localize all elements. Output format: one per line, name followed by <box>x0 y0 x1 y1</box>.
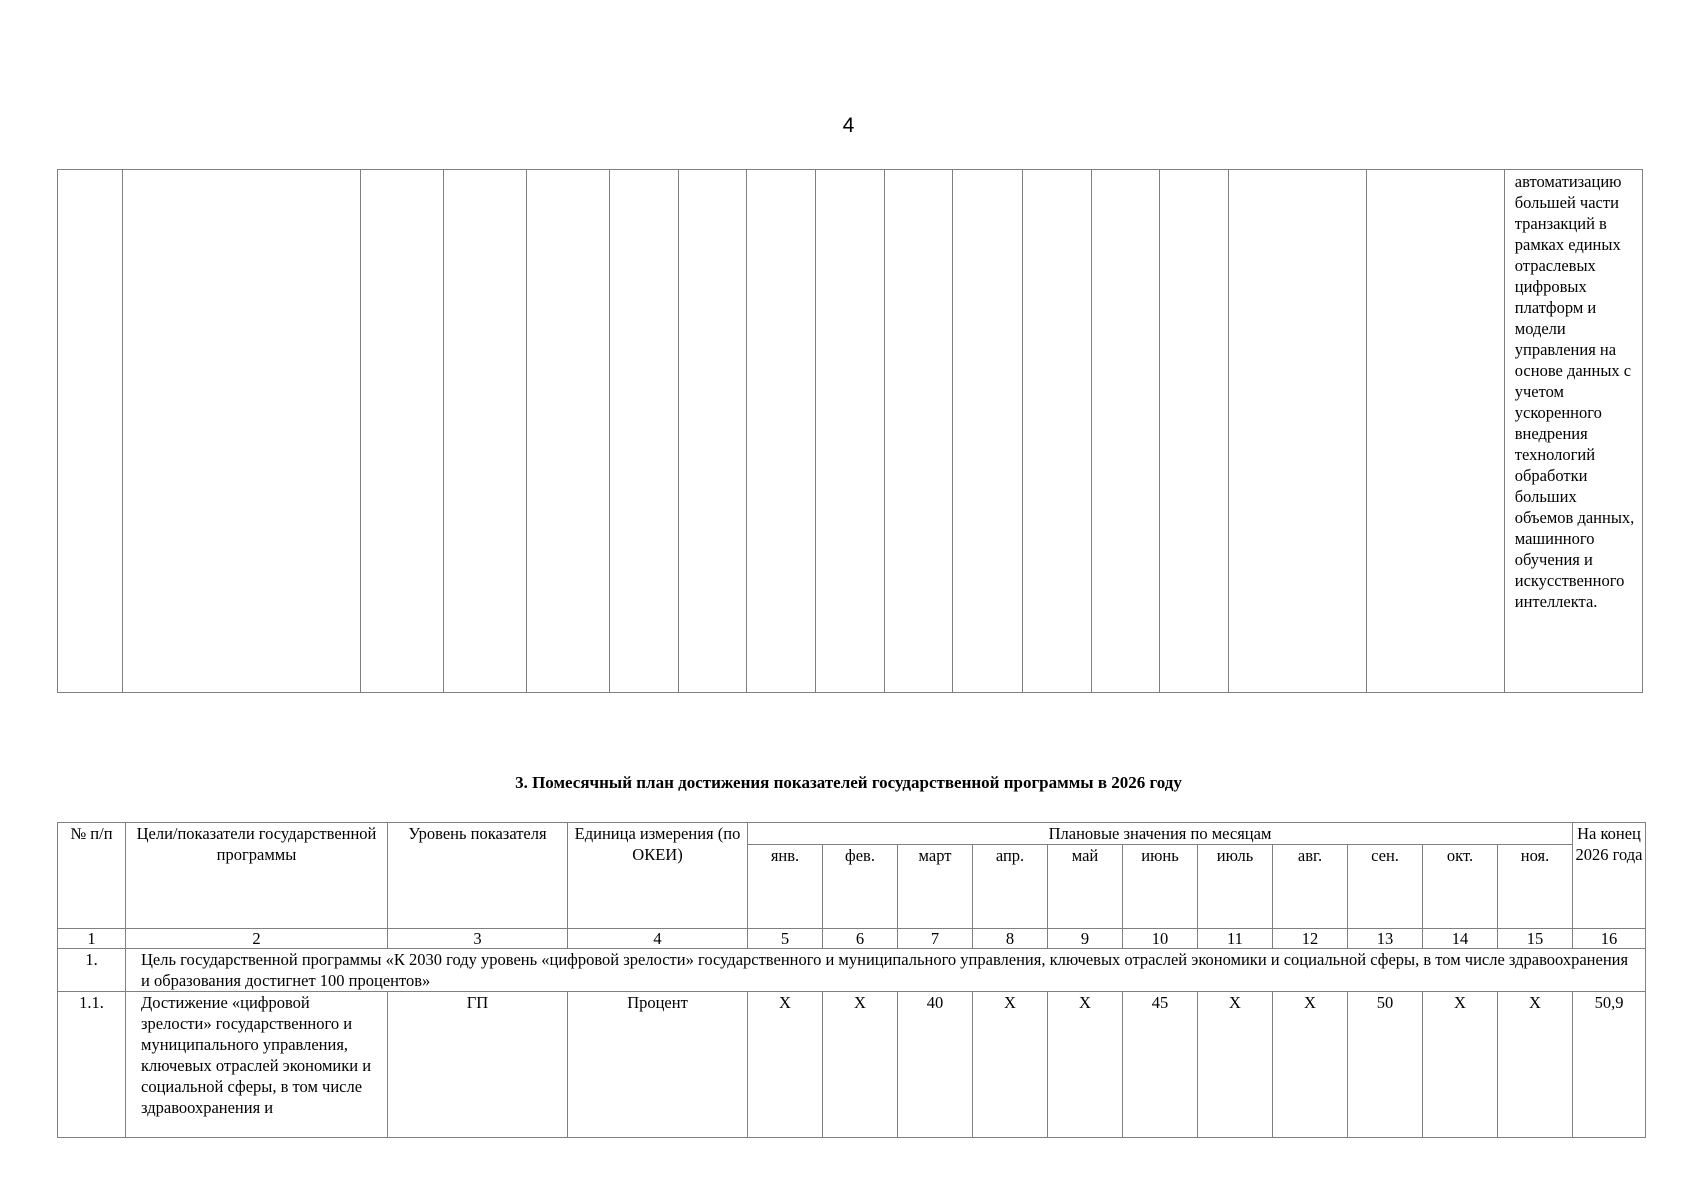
column-number: 9 <box>1048 929 1123 949</box>
column-number: 13 <box>1348 929 1423 949</box>
month-value: X <box>1048 992 1123 1138</box>
monthly-plan-table <box>57 822 1646 1138</box>
column-number: 11 <box>1198 929 1273 949</box>
month-value: X <box>973 992 1048 1138</box>
column-number: 5 <box>748 929 823 949</box>
column-number: 16 <box>1573 929 1646 949</box>
month-header: июнь <box>1123 845 1198 929</box>
end-of-year-value: 50,9 <box>1573 992 1646 1138</box>
indicator-row <box>58 992 1646 1138</box>
empty-cell <box>1091 170 1159 693</box>
column-number: 6 <box>823 929 898 949</box>
column-number: 1 <box>58 929 126 949</box>
month-header: янв. <box>748 845 823 929</box>
empty-cell <box>816 170 885 693</box>
header-level: Уровень показателя <box>388 823 568 929</box>
column-number: 8 <box>973 929 1048 949</box>
continuation-text: автоматизацию большей части транзакций в рамках единых отраслевых цифровых платформ и модели управления на основе данных с учетом ускоренного внедрения технологий обработки больших объемов данных, машинного обучения и искусственного интеллекта. <box>1504 170 1642 693</box>
continuation-row <box>58 170 1643 693</box>
month-value: X <box>1498 992 1573 1138</box>
empty-cell <box>58 170 123 693</box>
column-number: 14 <box>1423 929 1498 949</box>
column-number: 7 <box>898 929 973 949</box>
empty-cell <box>885 170 953 693</box>
empty-cell <box>1366 170 1504 693</box>
column-number: 12 <box>1273 929 1348 949</box>
column-number: 10 <box>1123 929 1198 949</box>
indicator-number: 1.1. <box>58 992 126 1138</box>
month-header: апр. <box>973 845 1048 929</box>
month-header: фев. <box>823 845 898 929</box>
empty-cell <box>1159 170 1228 693</box>
month-header: июль <box>1198 845 1273 929</box>
empty-cell <box>953 170 1022 693</box>
month-value: X <box>823 992 898 1138</box>
empty-cell <box>444 170 527 693</box>
empty-cell <box>747 170 816 693</box>
header-end-of-year: На конец 2026 года <box>1573 823 1646 929</box>
empty-cell <box>1022 170 1091 693</box>
month-value: X <box>1198 992 1273 1138</box>
goal-number: 1. <box>58 949 126 992</box>
month-header: май <box>1048 845 1123 929</box>
month-value: 40 <box>898 992 973 1138</box>
empty-cell <box>527 170 610 693</box>
header-row <box>58 823 1646 845</box>
column-number: 3 <box>388 929 568 949</box>
indicator-name: Достижение «цифровой зрелости» государственного и муниципального управления, ключевых отраслей экономики и социальной сферы, в том числе здравоохранения и <box>141 993 372 1117</box>
empty-cell <box>679 170 747 693</box>
month-value: X <box>1273 992 1348 1138</box>
month-value: X <box>748 992 823 1138</box>
section-title: 3. Помесячный план достижения показателей государственной программы в 2026 году <box>515 773 1182 792</box>
empty-cell <box>361 170 444 693</box>
month-header: сен. <box>1348 845 1423 929</box>
month-header: окт. <box>1423 845 1498 929</box>
column-number: 2 <box>126 929 388 949</box>
column-number: 4 <box>568 929 748 949</box>
column-number: 15 <box>1498 929 1573 949</box>
column-numbers-row <box>58 929 1646 949</box>
header-unit: Единица измерения (по ОКЕИ) <box>568 823 748 929</box>
month-header: ноя. <box>1498 845 1573 929</box>
indicator-level: ГП <box>388 992 568 1138</box>
continuation-table <box>57 169 1643 693</box>
header-goals: Цели/показатели государственной программы <box>126 823 388 929</box>
month-value: 50 <box>1348 992 1423 1138</box>
header-planned-values: Плановые значения по месяцам <box>748 823 1573 845</box>
goal-row <box>58 949 1646 992</box>
month-header: март <box>898 845 973 929</box>
header-num: № п/п <box>58 823 126 929</box>
empty-cell <box>123 170 361 693</box>
indicator-name-cell <box>126 992 388 1138</box>
page-number: 4 <box>842 114 855 137</box>
month-value: 45 <box>1123 992 1198 1138</box>
indicator-unit: Процент <box>568 992 748 1138</box>
empty-cell <box>610 170 679 693</box>
month-value: X <box>1423 992 1498 1138</box>
month-header: авг. <box>1273 845 1348 929</box>
empty-cell <box>1228 170 1366 693</box>
goal-text: Цель государственной программы «К 2030 году уровень «цифровой зрелости» государственного и муниципального управления, ключевых отраслей экономики и социальной сферы, в том числе здравоохранения и образования достигнет 100 процентов» <box>126 949 1646 992</box>
